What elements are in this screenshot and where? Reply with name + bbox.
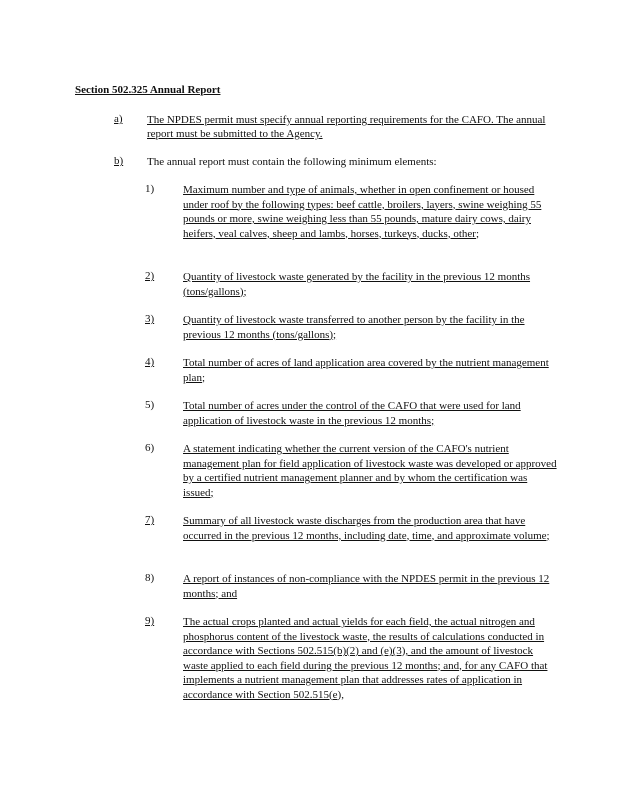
item-number: 1) <box>145 183 155 195</box>
item-number: 4) <box>145 356 155 368</box>
item-number: 8) <box>145 572 155 584</box>
item-text: Total number of acres under the control of the CAFO that were used for land application of livestock waste in the previous 12 months; <box>183 400 521 427</box>
subsection-text: The annual report must contain the following minimum elements: <box>147 156 437 168</box>
item-number: 9) <box>145 615 155 627</box>
item-text: A statement indicating whether the current version of the CAFO's nutrient management plan for field application of livestock waste was developed or approved by a certified nutrient management planner and by whom the certification was issued; <box>183 443 557 499</box>
item-number: 2) <box>145 270 155 282</box>
item-text: Maximum number and type of animals, whether in open confinement or housed under roof by the following types: beef cattle, broilers, layers, swine weighing 55 pounds or more, swine weighing less than 55 pounds, mature dairy cows, dairy heifers, veal calves, sheep and lambs, horses, turkeys, ducks, other; <box>183 184 542 240</box>
item-text: Total number of acres of land application area covered by the nutrient management plan; <box>183 357 549 384</box>
item-text: Quantity of livestock waste transferred to another person by the facility in the previous 12 months (tons/gallons); <box>183 314 525 341</box>
subsection-label: a) <box>114 113 123 125</box>
section-title: Section 502.325 Annual Report <box>75 84 221 96</box>
item-number: 3) <box>145 313 155 325</box>
item-number: 6) <box>145 442 155 454</box>
subsection-text: The NPDES permit must specify annual reporting requirements for the CAFO. The annual report must be submitted to the Agency. <box>147 114 546 140</box>
item-text: Summary of all livestock waste discharges from the production area that have occurred in the previous 12 months, including date, time, and approximate volume; <box>183 515 550 542</box>
item-number: 5) <box>145 399 155 411</box>
item-number: 7) <box>145 514 155 526</box>
item-text: A report of instances of non-compliance with the NPDES permit in the previous 12 months; and <box>183 573 550 600</box>
subsection-label: b) <box>114 155 124 167</box>
item-text: Quantity of livestock waste generated by the facility in the previous 12 months (tons/gallons); <box>183 271 531 298</box>
item-text: The actual crops planted and actual yields for each field, the actual nitrogen and phosphorus content of the livestock waste, the results of calculations conducted in accordance with Sections 502.515(b)(2) and (e)(3), and the amount of livestock waste applied to each field during the previous 12 months; and, for any CAFO that implements a nutrient management plan that addresses rates of application in accordance with Section 502.515(e), <box>183 616 548 701</box>
